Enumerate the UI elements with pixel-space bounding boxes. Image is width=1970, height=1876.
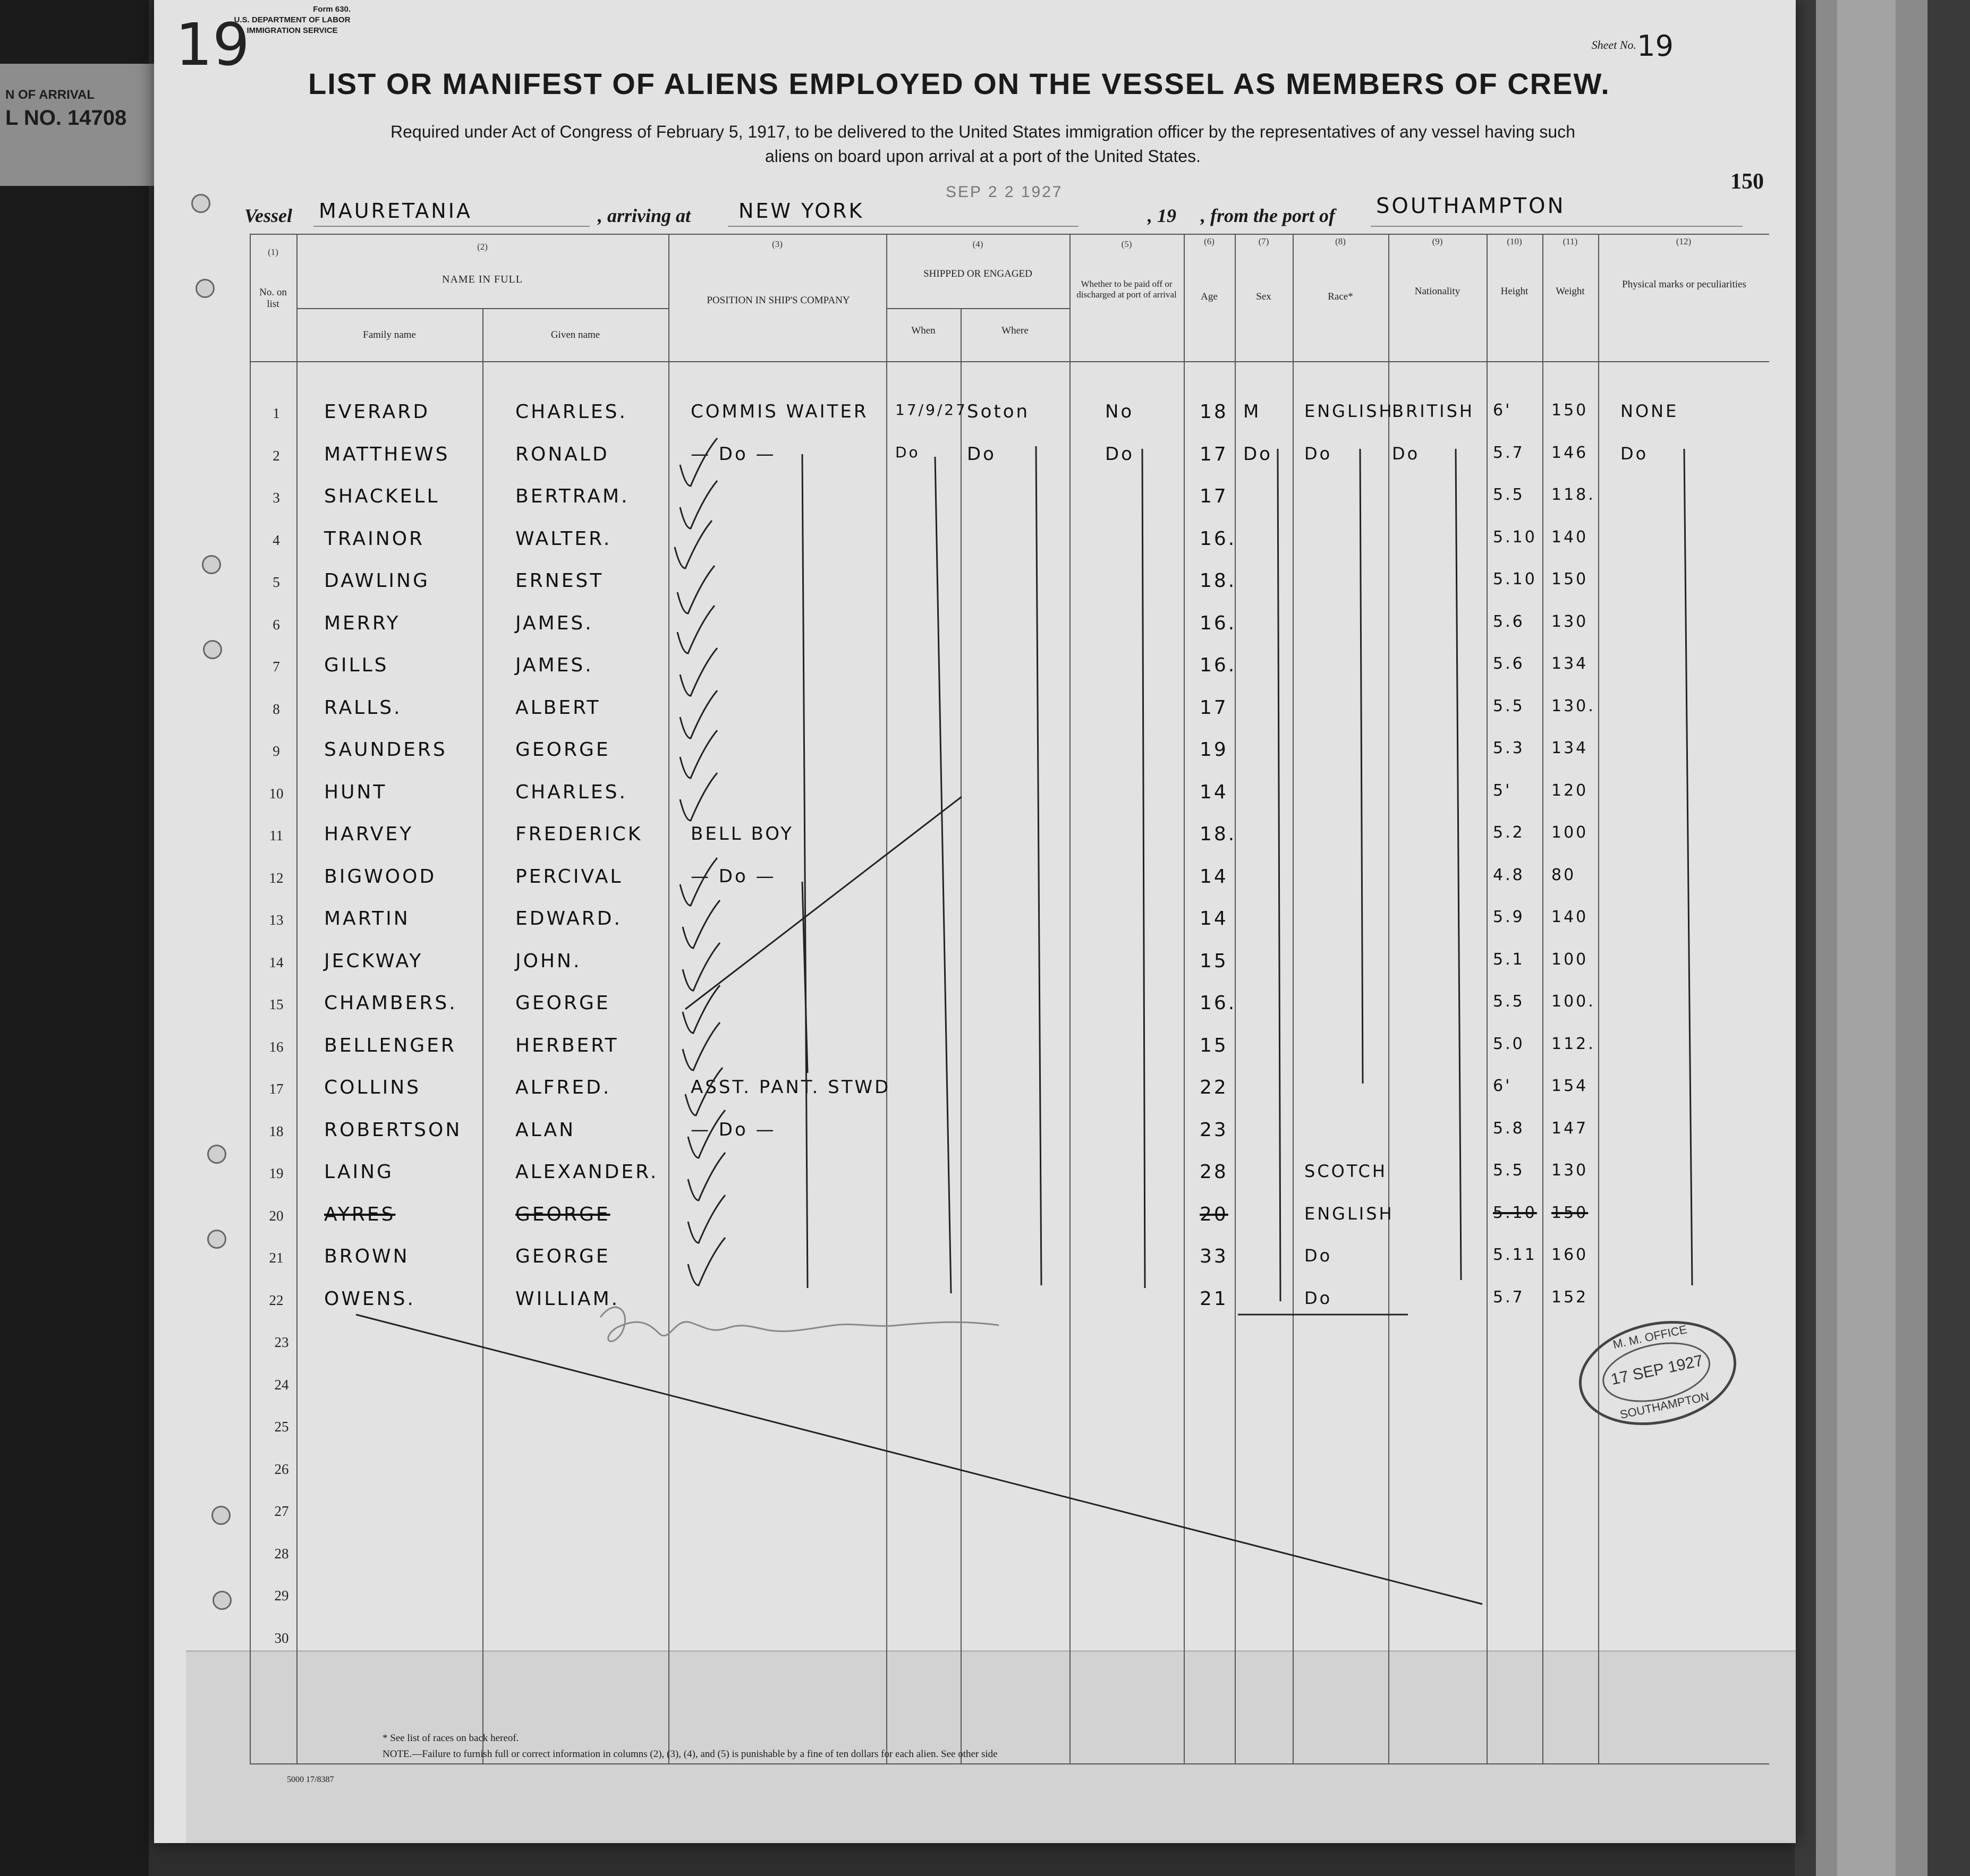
cell-family: BIGWOOD [324, 865, 437, 888]
cell-age: 21 [1200, 1287, 1228, 1310]
col-head-given-name: Given name [550, 329, 600, 340]
vessel-label: Vessel [244, 205, 292, 226]
cell-sex: M [1243, 401, 1261, 422]
cell-age: 14 [1200, 781, 1228, 803]
cell-family: BROWN [324, 1246, 410, 1267]
cell-given: PERCIVAL [515, 865, 623, 888]
row-number: 19 [269, 1165, 284, 1181]
cell-height: 5.10 [1493, 1203, 1537, 1222]
cell-race: SCOTCH [1304, 1161, 1387, 1181]
tick-mark [688, 1195, 725, 1243]
cell-weight: 140 [1551, 527, 1589, 547]
tick-mark [680, 730, 717, 778]
service: IMMIGRATION SERVICE [247, 26, 338, 35]
cell-family: EVERARD [324, 401, 430, 423]
cell-height: 5.10 [1493, 527, 1537, 547]
corner-sheet-mark: 19 [175, 11, 250, 79]
from-port: SOUTHAMPTON [1376, 194, 1566, 218]
cell-marks: Do [1620, 443, 1649, 464]
row-number-empty: 23 [274, 1334, 289, 1350]
cell-family: CHAMBERS. [324, 992, 457, 1014]
col-head-where: Where [1001, 325, 1029, 336]
cell-given: FREDERICK [515, 823, 643, 845]
col-head-physical-marks: Physical marks or peculiarities [1622, 279, 1746, 290]
film-border-left [0, 0, 149, 1876]
row-number: 2 [273, 447, 280, 464]
sheet-no-label: Sheet No. [1591, 38, 1636, 52]
row-number: 16 [269, 1038, 284, 1055]
cell-weight: 130 [1551, 1161, 1589, 1180]
cell-marks: NONE [1620, 401, 1679, 421]
cell-age: 15 [1200, 1034, 1228, 1056]
cell-given: CHARLES. [515, 781, 627, 803]
cell-position: — Do — [691, 1119, 776, 1140]
tick-mark [675, 521, 712, 568]
row-number: 20 [269, 1207, 284, 1224]
subtitle-line-2: aliens on board upon arrival at a port of the United States. [765, 147, 1201, 166]
cell-family: MATTHEWS [324, 443, 450, 465]
cell-given: ALEXANDER. [515, 1161, 659, 1183]
row-number-empty: 30 [274, 1630, 289, 1646]
tick-mark [677, 606, 715, 653]
cell-when: Do [895, 443, 920, 461]
cell-given: ALBERT [515, 696, 601, 719]
row-number: 3 [273, 490, 280, 506]
cell-weight: 147 [1551, 1119, 1589, 1138]
cell-height: 5.3 [1493, 739, 1525, 757]
cell-given: EDWARD. [515, 908, 622, 930]
cell-nationality: Do [1392, 443, 1420, 464]
cell-weight: 100 [1551, 950, 1589, 969]
row-number-empty: 26 [274, 1461, 289, 1477]
tick-mark [680, 438, 717, 486]
cell-height: 4.8 [1493, 865, 1525, 884]
col-num-9: (9) [1432, 236, 1443, 246]
cell-family: DAWLING [324, 570, 430, 592]
cell-height: 5.10 [1493, 570, 1537, 589]
col-head-weight: Weight [1556, 286, 1585, 297]
cell-age: 18. [1200, 823, 1237, 845]
stamp-bottom-text: SOUTHAMPTON [1618, 1389, 1711, 1422]
arriving-port: NEW YORK [738, 199, 864, 223]
cell-weight: 160 [1551, 1246, 1589, 1264]
row-number: 18 [269, 1123, 284, 1139]
cell-age: 16. [1200, 992, 1237, 1014]
ditto-line-race [1360, 449, 1363, 1084]
cell-race: Do [1304, 1246, 1332, 1266]
cell-height: 5' [1493, 781, 1512, 800]
cell-position: — Do — [691, 443, 776, 465]
cell-given: JAMES. [515, 612, 593, 634]
row-number: 7 [273, 659, 280, 675]
tick-mark [677, 566, 715, 613]
col-head-when: When [911, 325, 936, 336]
cell-position: ASST. PANT. STWD [691, 1077, 891, 1098]
cell-height: 5.5 [1493, 1161, 1525, 1180]
row-number: 21 [269, 1250, 284, 1266]
row-number: 10 [269, 785, 284, 801]
stamp-top-text: M. M. OFFICE [1611, 1323, 1688, 1351]
cell-age: 33 [1200, 1246, 1228, 1267]
ditto-marks-svg [154, 0, 1796, 1843]
col-num-10: (10) [1507, 236, 1522, 246]
cell-family: COLLINS [324, 1077, 421, 1098]
cell-height: 5.8 [1493, 1119, 1525, 1138]
underlying-page [0, 64, 170, 186]
col-head-position: POSITION IN SHIP'S COMPANY [707, 295, 850, 306]
cell-race: Do [1304, 1287, 1332, 1308]
cell-weight: 140 [1551, 908, 1589, 926]
cell-age: 16. [1200, 527, 1237, 550]
row-number: 15 [269, 996, 284, 1012]
cell-weight: 146 [1551, 443, 1589, 462]
col-head-race: Race* [1328, 291, 1353, 302]
row-number: 17 [269, 1081, 284, 1097]
col-num-5: (5) [1121, 239, 1132, 249]
row-number: 1 [273, 405, 280, 421]
cell-weight: 112. [1551, 1034, 1595, 1053]
vessel-name: MAURETANIA [319, 199, 472, 223]
col-num-12: (12) [1676, 236, 1692, 246]
col-head-name: NAME IN FULL [442, 274, 523, 285]
cell-age: 23 [1200, 1119, 1228, 1141]
cell-family: HUNT [324, 781, 387, 803]
cell-given: BERTRAM. [515, 485, 630, 507]
cell-family: SAUNDERS [324, 739, 447, 761]
tick-mark [680, 690, 717, 738]
cell-weight: 120 [1551, 781, 1589, 800]
arrival-date-stamp: SEP 2 2 1927 [946, 183, 1063, 201]
print-code: 5000 17/8387 [287, 1775, 334, 1784]
footnote-penalty: NOTE.—Failure to furnish full or correct information in columns (2), (3), (4), and (5) is punishable by a fine of ten dollars for each alien. See other side [383, 1749, 998, 1760]
ditto-line-sex [1278, 449, 1280, 1301]
year-label: , 19 [1148, 205, 1176, 226]
cell-nationality: BRITISH [1392, 401, 1474, 421]
cell-given: CHARLES. [515, 401, 627, 423]
tick-mark [680, 858, 717, 906]
cell-given: GEORGE [515, 1203, 610, 1225]
cell-race: Do [1304, 443, 1332, 464]
department: U.S. DEPARTMENT OF LABOR [234, 15, 351, 24]
cell-given: WALTER. [515, 527, 612, 550]
col-head-paid-off: Whether to be paid off or discharged at port of arrival [1076, 279, 1177, 300]
tick-mark [680, 773, 717, 821]
cell-where: Soton [967, 401, 1030, 422]
col-head-height: Height [1500, 286, 1529, 297]
col-head-sex: Sex [1256, 291, 1271, 302]
row-number: 13 [269, 912, 284, 928]
underlying-list-no: L NO. 14708 [5, 106, 127, 130]
row-number: 11 [269, 828, 283, 843]
col-num-4: (4) [972, 239, 983, 249]
cell-weight: 118. [1551, 485, 1595, 504]
cell-given: GEORGE [515, 739, 610, 761]
cell-age: 18. [1200, 570, 1237, 592]
row-number: 8 [273, 701, 280, 717]
row-number-empty: 29 [274, 1588, 289, 1604]
tick-mark [688, 1238, 725, 1285]
col-num-1: (1) [268, 247, 278, 257]
cell-weight: 152 [1551, 1287, 1589, 1307]
cell-weight: 134 [1551, 654, 1589, 673]
cell-age: 15 [1200, 950, 1228, 972]
cell-age: 17 [1200, 443, 1228, 465]
underlying-arrival-label: N OF ARRIVAL [5, 88, 95, 102]
cell-given: GEORGE [515, 1246, 610, 1267]
cell-age: 17 [1200, 485, 1228, 507]
row-number: 22 [269, 1292, 284, 1308]
cell-family: MERRY [324, 612, 401, 634]
cell-weight: 130 [1551, 612, 1589, 631]
cell-height: 5.7 [1493, 443, 1525, 462]
cell-age: 17 [1200, 696, 1228, 719]
cell-given: WILLIAM. [515, 1287, 620, 1310]
cell-family: RALLS. [324, 696, 402, 719]
cell-height: 5.9 [1493, 908, 1525, 926]
tick-mark [683, 943, 720, 991]
manifest-sheet [154, 0, 1796, 1843]
from-port-label: , from the port of [1201, 205, 1336, 226]
cell-weight: 80 [1551, 865, 1576, 884]
cell-height: 5.0 [1493, 1034, 1525, 1053]
col-head-nationality: Nationality [1414, 286, 1460, 297]
cell-family: JECKWAY [324, 950, 423, 972]
row-number-empty: 24 [274, 1376, 289, 1393]
ditto-line-paid [1142, 449, 1145, 1288]
cell-weight: 150 [1551, 1203, 1589, 1222]
stamp-date: 17 SEP 1927 [1609, 1352, 1705, 1389]
cell-position: — Do — [691, 865, 776, 887]
cell-family: LAING [324, 1161, 394, 1183]
cancel-diagonal-position [685, 797, 962, 1009]
cell-weight: 150 [1551, 401, 1589, 420]
cell-paid: No [1105, 401, 1134, 422]
row-number: 9 [273, 743, 280, 759]
col-num-11: (11) [1563, 236, 1578, 246]
ditto-line-nationality [1456, 449, 1461, 1280]
page-number: 150 [1730, 169, 1764, 194]
cell-family: MARTIN [324, 908, 410, 930]
tick-mark [688, 1110, 725, 1158]
cell-age: 18 [1200, 401, 1228, 423]
cell-weight: 134 [1551, 739, 1589, 757]
cell-family: AYRES [324, 1203, 396, 1225]
cell-paid: Do [1105, 443, 1134, 465]
tick-mark [683, 900, 720, 948]
col-head-family-name: Family name [363, 329, 416, 340]
cell-height: 5.5 [1493, 696, 1525, 715]
sheet-no-value: 19 [1637, 29, 1674, 63]
col-num-7: (7) [1258, 236, 1269, 246]
form-number: Form 630. [313, 5, 351, 14]
cell-given: JOHN. [515, 950, 582, 972]
cell-sex: Do [1243, 443, 1272, 465]
cell-age: 20 [1200, 1203, 1228, 1225]
cancel-diagonal [356, 1315, 1482, 1604]
col-head-shipped: SHIPPED OR ENGAGED [923, 268, 1032, 279]
cell-weight: 100. [1551, 992, 1595, 1011]
cell-height: 5.2 [1493, 823, 1525, 842]
cell-given: RONALD [515, 443, 609, 465]
cell-age: 14 [1200, 908, 1228, 930]
cell-height: 6' [1493, 1077, 1512, 1095]
cell-race: ENGLISH [1304, 1203, 1394, 1224]
cell-weight: 154 [1551, 1077, 1589, 1095]
arriving-label: , arriving at [598, 205, 691, 226]
cell-age: 19 [1200, 739, 1228, 761]
cell-race: ENGLISH [1304, 401, 1394, 421]
manifest-title: LIST OR MANIFEST OF ALIENS EMPLOYED ON THE VESSEL AS MEMBERS OF CREW. [308, 67, 1610, 100]
cell-height: 5.6 [1493, 654, 1525, 673]
tick-mark [680, 648, 717, 696]
cell-given: ALFRED. [515, 1077, 612, 1098]
cell-age: 22 [1200, 1077, 1228, 1098]
cell-family: SHACKELL [324, 485, 440, 507]
cell-family: GILLS [324, 654, 389, 676]
cell-height: 5.5 [1493, 485, 1525, 504]
cell-given: ALAN [515, 1119, 576, 1141]
cell-height: 5.11 [1493, 1246, 1537, 1264]
cell-position: COMMIS WAITER [691, 401, 869, 422]
tick-mark [683, 985, 720, 1033]
row-number: 5 [273, 574, 280, 590]
cell-height: 5.5 [1493, 992, 1525, 1011]
tick-mark [688, 1153, 725, 1200]
col-head-age: Age [1201, 291, 1218, 302]
cell-height: 5.1 [1493, 950, 1525, 969]
cell-weight: 100 [1551, 823, 1589, 842]
row-number: 12 [269, 869, 284, 886]
ditto-line-when [935, 457, 951, 1293]
cell-family: BELLENGER [324, 1034, 456, 1056]
cell-weight: 150 [1551, 570, 1589, 589]
cell-age: 16. [1200, 612, 1237, 634]
cell-family: OWENS. [324, 1287, 415, 1310]
cell-family: HARVEY [324, 823, 414, 845]
cell-family: TRAINOR [324, 527, 425, 550]
tick-mark [685, 1068, 723, 1115]
tick-marks [675, 438, 725, 1285]
cell-height: 6' [1493, 401, 1512, 420]
cell-when: 17/9/27 [895, 401, 967, 419]
cell-given: HERBERT [515, 1034, 619, 1056]
footnote-races: * See list of races on back hereof. [383, 1733, 519, 1744]
cell-age: 16. [1200, 654, 1237, 676]
ditto-line-where [1036, 446, 1041, 1285]
col-num-3: (3) [772, 239, 783, 249]
col-num-2: (2) [477, 242, 488, 252]
cell-family: ROBERTSON [324, 1119, 462, 1141]
film-border-right [1795, 0, 1970, 1876]
row-number: 6 [273, 616, 280, 633]
cell-age: 28 [1200, 1161, 1228, 1183]
cell-height: 5.6 [1493, 612, 1525, 631]
col-num-8: (8) [1335, 236, 1346, 246]
cell-weight: 130. [1551, 696, 1595, 715]
cell-age: 14 [1200, 865, 1228, 888]
row-number: 14 [269, 954, 284, 970]
cell-given: GEORGE [515, 992, 610, 1014]
col-num-6: (6) [1204, 236, 1215, 246]
cell-height: 5.7 [1493, 1287, 1525, 1307]
row-number-empty: 27 [274, 1503, 289, 1519]
ditto-line-position [802, 454, 808, 1288]
cell-where: Do [967, 443, 996, 465]
cell-given: JAMES. [515, 654, 593, 676]
row-number-empty: 25 [274, 1419, 289, 1435]
subtitle-line-1: Required under Act of Congress of February 5, 1917, to be delivered to the United States immigration officer by the representatives of any vessel having such [390, 122, 1575, 141]
row-number: 4 [273, 532, 280, 548]
cell-position: BELL BOY [691, 823, 794, 845]
cell-given: ERNEST [515, 570, 604, 592]
ditto-line-marks [1684, 449, 1692, 1285]
row-number-empty: 28 [274, 1545, 289, 1562]
col-head-no-on-list: No. on list [259, 287, 287, 310]
officer-signature [600, 1307, 999, 1341]
